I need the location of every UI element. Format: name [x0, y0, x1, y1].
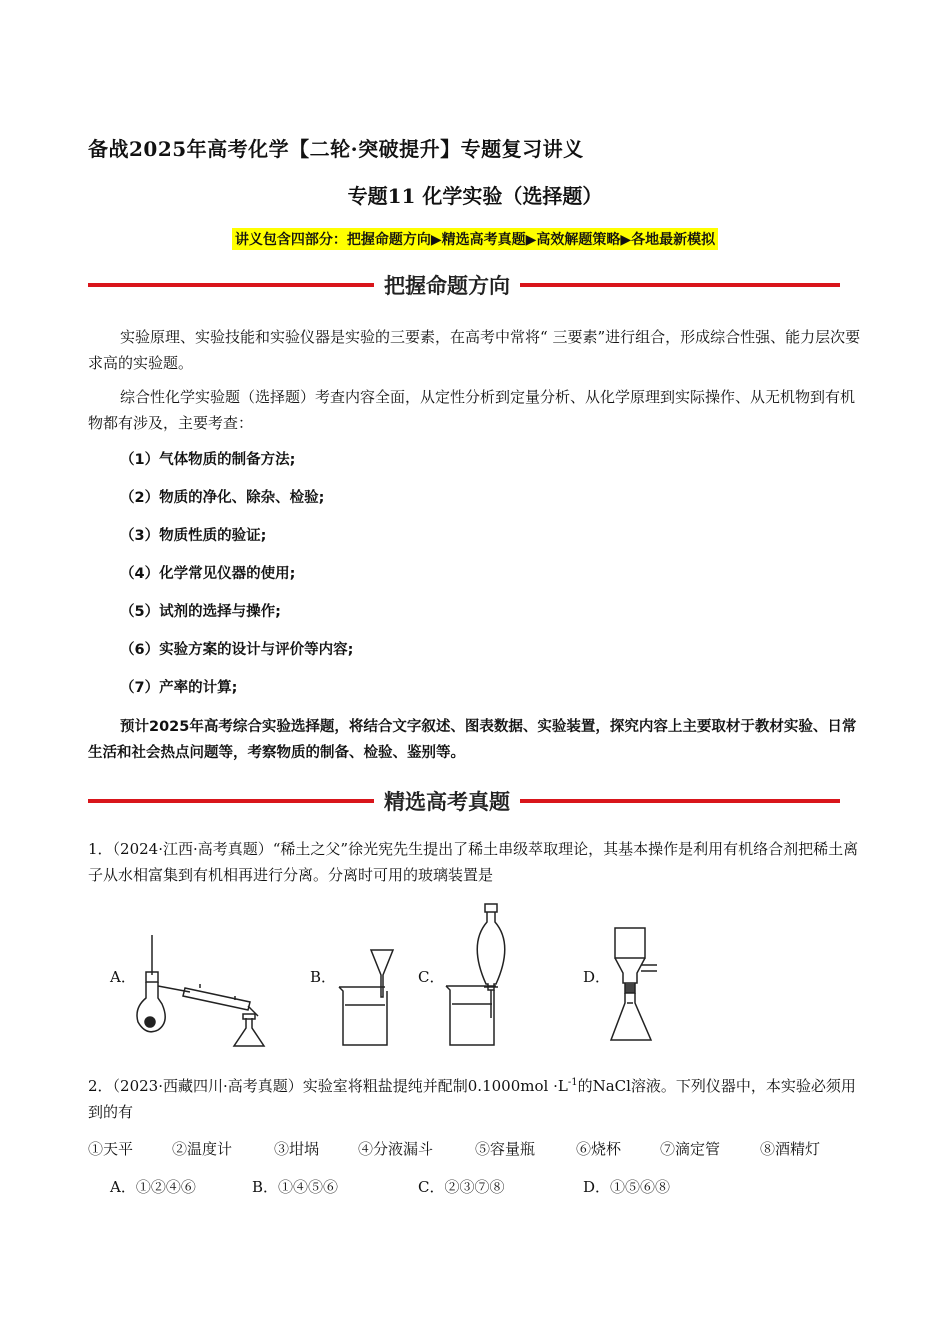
option-c-label: C．: [418, 968, 445, 986]
divider-right: [520, 799, 840, 803]
choice-c: C．②③⑦⑧: [418, 1178, 505, 1196]
divider-left: [88, 799, 374, 803]
section-heading-exam: [88, 786, 840, 816]
question-2-text-a: 2．（2023·西藏四川·高考真题）实验室将粗盐提纯并配制: [88, 1077, 468, 1095]
question-2-text-b: 的NaCl溶液。下列仪器中，本实验必须用到的有: [88, 1077, 856, 1121]
section-title: 把握命题方向: [384, 274, 510, 298]
suction-filter-icon: [605, 925, 665, 1045]
divider-right: [520, 283, 840, 287]
paragraph-forecast: 预计2025年高考综合实验选择题，将结合文字叙述、图表数据、实验装置，探究内容上主要取材于教材实验、日常生活和社会热点问题等，考察物质的制备、检验、鉴别等。: [88, 719, 857, 761]
list-item: （4）化学常见仪器的使用;: [120, 566, 296, 582]
option-b-label: B．: [310, 968, 337, 986]
instrument-item: ⑥烧杯: [576, 1140, 622, 1158]
contents-banner: 讲义包含四部分：把握命题方向▶精选高考真题▶高效解题策略▶各地最新模拟: [232, 228, 718, 250]
instrument-item: ⑦滴定管: [660, 1140, 721, 1158]
instrument-item: ⑤容量瓶: [475, 1140, 536, 1158]
concentration-value: 0.1000mol ·L: [467, 1077, 568, 1095]
instrument-item: ②温度计: [172, 1140, 233, 1158]
divider-left: [88, 283, 374, 287]
funnel-beaker-icon: [335, 945, 395, 1050]
choice-b: B．①④⑤⑥: [252, 1178, 339, 1196]
separatory-funnel-icon: [440, 900, 510, 1050]
option-d-label: D．: [583, 968, 611, 986]
instrument-item: ④分液漏斗: [358, 1140, 434, 1158]
paragraph-2: 综合性化学实验题（选择题）考查内容全面，从定性分析到定量分析、从化学原理到实际操作、从无机物到有机物都有涉及，主要考查：: [88, 388, 856, 432]
document-subtitle: 专题11 化学实验（选择题）: [347, 184, 603, 208]
instrument-item: ③坩埚: [274, 1140, 320, 1158]
option-a-label: A．: [110, 968, 136, 986]
concentration-exponent: -1: [567, 1077, 578, 1088]
paragraph-1: 实验原理、实验技能和实验仪器是实验的三要素，在高考中常将“ 三要素”进行组合，形成综合性强、能力层次要求高的实验题。: [88, 328, 861, 372]
instrument-item: ⑧酒精灯: [760, 1140, 821, 1158]
instrument-item: ①天平: [88, 1140, 134, 1158]
list-item: （7）产率的计算;: [120, 680, 238, 696]
question-2-text: [88, 1070, 866, 1125]
section-heading-direction: [88, 270, 840, 300]
list-item: （5）试剂的选择与操作;: [120, 604, 281, 620]
list-item: （2）物质的净化、除杂、检验;: [120, 490, 325, 506]
section-title: 精选高考真题: [384, 790, 510, 814]
instrument-list: [0, 1138, 950, 1164]
answer-choices: [0, 1176, 950, 1202]
list-item: （1）气体物质的制备方法;: [120, 452, 296, 468]
choice-d: D．①⑤⑥⑧: [583, 1178, 671, 1196]
question-1-text: 1．（2024·江西·高考真题）“稀土之父”徐光宪先生提出了稀土串级萃取理论，其基本操作是利用有机络合剂把稀土离子从水相富集到有机相再进行分离。分离时可用的玻璃装置是: [88, 840, 859, 884]
choice-a: A．①②④⑥: [110, 1178, 196, 1196]
list-item: （6）实验方案的设计与评价等内容;: [120, 642, 354, 658]
banner-row: [0, 228, 950, 250]
distillation-apparatus-icon: [130, 930, 270, 1050]
document-title: 备战2025年高考化学【二轮·突破提升】专题复习讲义: [88, 137, 584, 161]
list-item: （3）物质性质的验证;: [120, 528, 267, 544]
